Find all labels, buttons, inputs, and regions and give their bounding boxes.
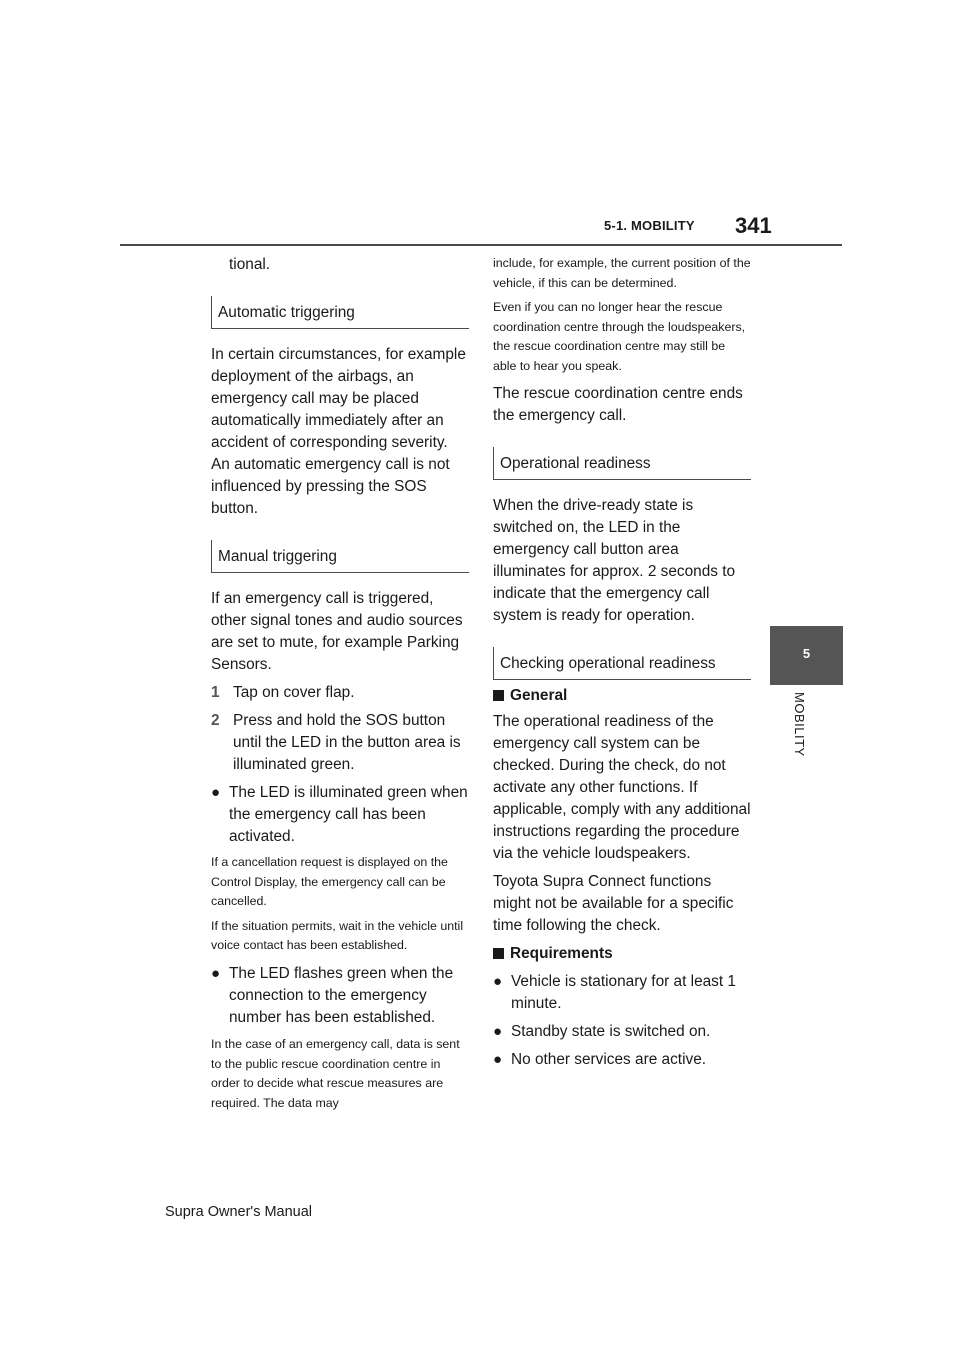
right-column: [493, 254, 751, 1071]
requirements-heading: Requirements: [493, 943, 751, 965]
requirement-item: [493, 1021, 751, 1043]
manual-triggering-intro: If an emergency call is triggered, other signal tones and audio sources are set to mute, for example Parking Sensors.: [211, 590, 463, 673]
left-column: [211, 254, 469, 1113]
footer-manual-title: Supra Owner's Manual: [165, 1204, 313, 1220]
bullet-icon: ●: [211, 964, 221, 982]
step-item: [211, 710, 469, 776]
step-text: Tap on cover flap.: [233, 684, 355, 701]
chapter-number: 5: [802, 646, 811, 661]
manual-triggering-heading: Manual triggering: [211, 540, 469, 573]
square-bullet-icon: [493, 690, 504, 701]
operational-readiness-heading: Operational readiness: [493, 447, 751, 480]
note-text: If a cancellation request is displayed on the Control Display, the emergency call can be cancelled.: [211, 855, 448, 909]
step-text: Press and hold the SOS button until the LED in the button area is illuminated green.: [233, 712, 461, 773]
bullet-text: The LED flashes green when the connection to the emergency number has been established.: [229, 964, 454, 1026]
page-number: 341: [735, 213, 772, 238]
requirement-item: [493, 971, 751, 1015]
continued-text: tional.: [229, 256, 271, 273]
header-divider: [120, 244, 842, 246]
bullet-item: [211, 963, 469, 1029]
note-text: If the situation permits, wait in the vehicle until voice contact has been established.: [211, 918, 464, 953]
connect-text: Toyota Supra Connect functions might not be available for a specific time following the check.: [493, 872, 734, 934]
note-text: Even if you can no longer hear the rescue coordination centre through the loudspeakers, the rescue coordination centre may still be able to hear you speak.: [493, 300, 746, 373]
bullet-icon: ●: [211, 784, 221, 801]
bullet-icon: ●: [493, 1022, 503, 1040]
step-number: 1: [211, 684, 220, 701]
step-item: [211, 682, 469, 704]
requirement-text: No other services are active.: [511, 1050, 707, 1068]
chapter-label: MOBILITY: [792, 692, 807, 757]
step-number: 2: [211, 712, 220, 729]
chapter-tab: [770, 626, 843, 685]
ends-call-text: The rescue coordination centre ends the emergency call.: [493, 384, 743, 424]
requirement-text: Standby state is switched on.: [511, 1022, 711, 1040]
section-title: 5-1. MOBILITY: [604, 218, 695, 233]
general-text: The operational readiness of the emergency call system can be checked. During the check, do not activate any other functions. If applicable, comply with any additional instructions regarding the procedure via the vehicle loudspeakers.: [493, 712, 751, 862]
note-text: In the case of an emergency call, data is sent to the public rescue coordination centre in order to decide what rescue measures are required. The data may: [211, 1036, 460, 1110]
note-text: include, for example, the current position of the vehicle, if this can be determined.: [493, 256, 751, 290]
requirement-text: Vehicle is stationary for at least 1 minute.: [511, 972, 736, 1012]
operational-readiness-text: When the drive-ready state is switched on, the LED in the emergency call button area illuminates for approx. 2 seconds to indicate that the emergency call system is ready for operation.: [493, 496, 736, 624]
requirement-item: [493, 1049, 751, 1071]
general-heading: General: [493, 685, 751, 707]
bullet-icon: ●: [493, 1050, 503, 1068]
checking-readiness-heading: Checking operational readiness: [493, 647, 751, 680]
automatic-triggering-text: In certain circumstances, for example deployment of the airbags, an emergency call may be placed automatically immediately after an accident of corresponding severity. An automatic emergency call is not influenced by pressing the SOS button.: [211, 346, 466, 517]
bullet-text: The LED is illuminated green when the emergency call has been activated.: [229, 784, 468, 845]
bullet-icon: ●: [493, 972, 503, 990]
automatic-triggering-heading: Automatic triggering: [211, 296, 469, 329]
square-bullet-icon: [493, 948, 504, 959]
bullet-item: [211, 782, 469, 848]
